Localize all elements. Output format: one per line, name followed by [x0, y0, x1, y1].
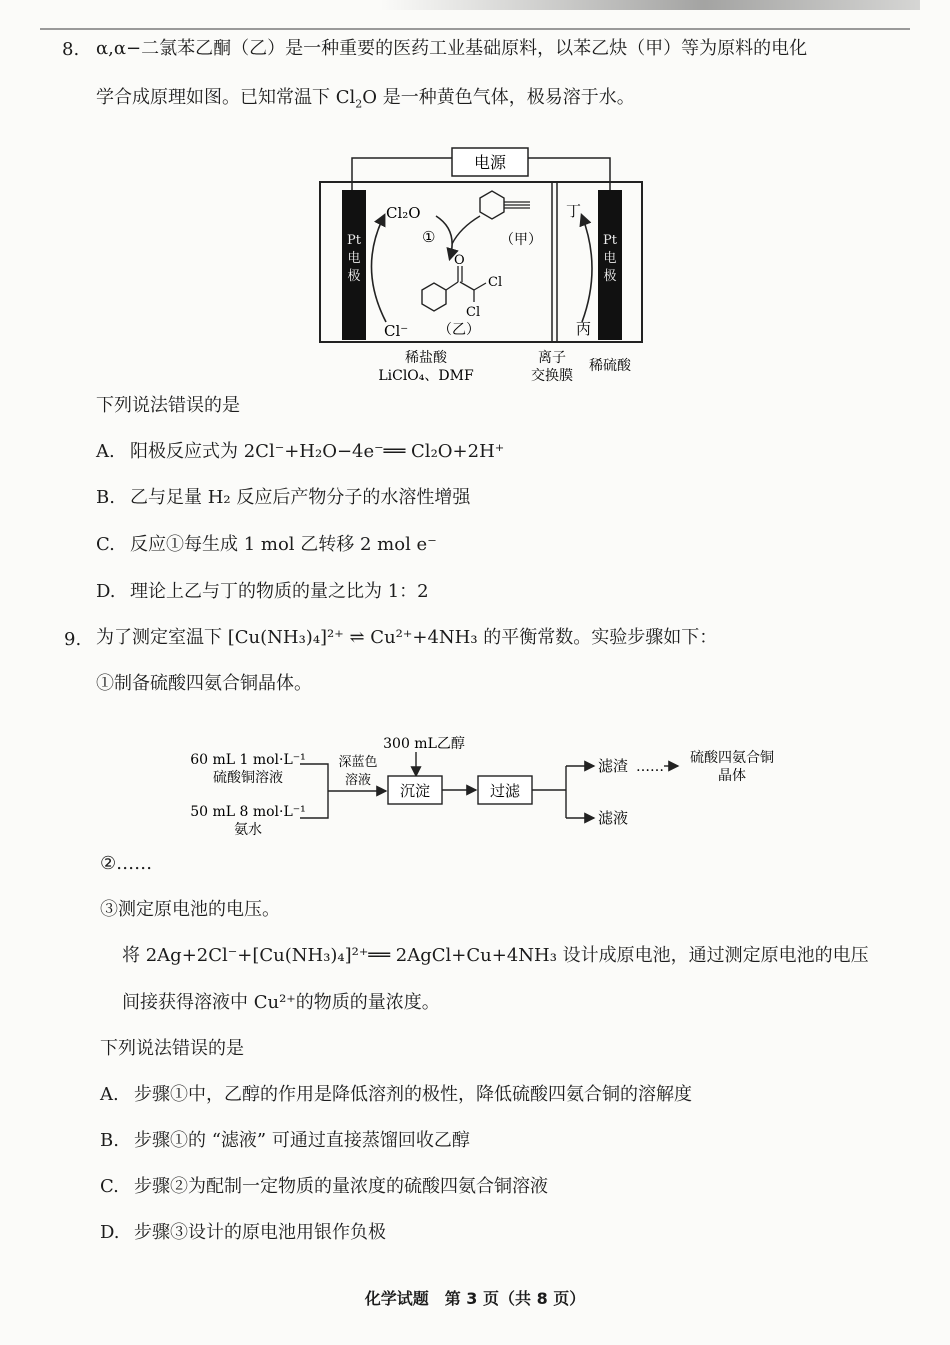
- page-footer: 化学试题 第 3 页（共 8 页）: [364, 1289, 586, 1308]
- q9-option-a: [100, 1083, 692, 1107]
- q9-option-c: [100, 1175, 548, 1199]
- ding-label: 丁: [566, 202, 582, 220]
- o-atom: O: [454, 253, 465, 268]
- left-solution-2: LiClO₄、DMF: [378, 368, 474, 384]
- q8-option-b-text: 乙与足量 H₂ 反应后产物分子的水溶性增强: [130, 487, 471, 508]
- q9-option-c-text: 步骤②为配制一定物质的量浓度的硫酸四氨合铜溶液: [134, 1176, 548, 1197]
- electrolysis-diagram: [300, 140, 680, 390]
- right-solution: 稀硫酸: [589, 358, 631, 374]
- q9-option-c-label: C.: [100, 1176, 119, 1197]
- q9-option-b-text: 步骤①的 “滤液” 可通过直接蒸馏回收乙醇: [134, 1130, 470, 1151]
- q9-step1: ①制备硫酸四氨合铜晶体。: [96, 673, 312, 694]
- q8-option-a-label: A.: [96, 441, 115, 462]
- input2-b: 氨水: [234, 822, 262, 838]
- cl2o-label: Cl₂O: [386, 204, 421, 222]
- q8-stem-line1: α,α−二氯苯乙酮（乙）是一种重要的医药工业基础原料，以苯乙炔（甲）等为原料的电化: [96, 38, 808, 59]
- q8-option-b: [96, 486, 470, 510]
- input1-a: 60 mL 1 mol·L⁻¹: [190, 752, 306, 768]
- q8-option-c: [96, 533, 437, 557]
- q8-stem-line2-b: O 是一种黄色气体，极易溶于水。: [362, 87, 635, 108]
- q8-prompt: 下列说法错误的是: [96, 395, 240, 416]
- electrolytic-cell: [320, 182, 642, 342]
- q9-para-line1: 将 2Ag+2Cl⁻+[Cu(NH₃)₄]²⁺══ 2AgCl+Cu+4NH₃ 设计成原电池，通过测定原电池的电压: [122, 945, 869, 966]
- q9-option-d: [100, 1221, 386, 1245]
- q9-option-d-label: D.: [100, 1222, 120, 1243]
- ethanol-label: 300 mL乙醇: [383, 736, 465, 752]
- q9-option-a-label: A.: [100, 1084, 119, 1105]
- q8-option-c-text: 反应①每生成 1 mol 乙转移 2 mol e⁻: [130, 534, 437, 555]
- cl-minus-label: Cl⁻: [384, 322, 409, 340]
- membrane-label-2: 交换膜: [531, 368, 573, 384]
- right-electrode-ji: 极: [603, 269, 617, 284]
- jia-label: （甲）: [500, 232, 542, 248]
- power-label: 电源: [473, 153, 507, 172]
- q9-option-b-label: B.: [100, 1130, 119, 1151]
- left-electrode-pt: Pt: [347, 233, 361, 248]
- q8-number: 8.: [62, 39, 80, 60]
- product-label-a: 硫酸四氨合铜: [690, 750, 774, 766]
- left-solution-1: 稀盐酸: [405, 350, 447, 366]
- filtration-label: 过滤: [489, 782, 521, 800]
- q9-number: 9.: [64, 629, 82, 650]
- q8-option-c-label: C.: [96, 534, 115, 555]
- q8-stem-line2-sub: 2: [355, 97, 363, 111]
- mid-label-a: 深蓝色: [338, 755, 378, 770]
- mid-label-b: 溶液: [344, 773, 372, 788]
- step-circle-1: ①: [422, 228, 436, 246]
- q9-step2: ②……: [100, 853, 153, 874]
- q8-stem-line2: [96, 86, 635, 117]
- phenylacetylene-ring: [480, 191, 504, 219]
- input2-a: 50 mL 8 mol·L⁻¹: [190, 804, 306, 820]
- left-electrode-dian: 电: [347, 251, 361, 266]
- right-electrode-dian: 电: [603, 251, 617, 266]
- input1-b: 硫酸铜溶液: [213, 770, 283, 786]
- q9-option-d-text: 步骤③设计的原电池用银作负极: [134, 1222, 386, 1243]
- q8-option-d: [96, 580, 429, 604]
- scan-shadow: [380, 0, 920, 10]
- left-electrode-ji: 极: [347, 269, 361, 284]
- top-rule: [40, 28, 910, 30]
- yi-label: （乙）: [438, 322, 480, 338]
- residue-label: 滤渣: [598, 757, 629, 775]
- cl-atom-b: Cl: [466, 305, 481, 320]
- q8-option-d-label: D.: [96, 581, 116, 602]
- q9-stem: 为了测定室温下 [Cu(NH₃)₄]²⁺ ⇌ Cu²⁺+4NH₃ 的平衡常数。实验步骤如下：: [96, 627, 718, 648]
- q8-option-a: [96, 440, 504, 464]
- precipitation-label: 沉淀: [399, 782, 431, 800]
- q8-option-a-text: 阳极反应式为 2Cl⁻+H₂O−4e⁻══ Cl₂O+2H⁺: [130, 441, 505, 462]
- bing-label: 丙: [576, 320, 592, 338]
- right-electrode-pt: Pt: [603, 233, 617, 248]
- q9-option-b: [100, 1129, 470, 1153]
- q9-para-line2: 间接获得溶液中 Cu²⁺的物质的量浓度。: [122, 992, 440, 1013]
- cl-atom-a: Cl: [488, 275, 503, 290]
- q8-stem-line2-a: 学合成原理如图。已知常温下 Cl: [96, 87, 356, 108]
- q9-option-a-text: 步骤①中，乙醇的作用是降低溶剂的极性，降低硫酸四氨合铜的溶解度: [134, 1084, 692, 1105]
- residue-dots: ……: [636, 759, 664, 775]
- preparation-flowchart: [180, 728, 800, 844]
- product-label-b: 晶体: [718, 768, 746, 784]
- filtrate-label: 滤液: [598, 809, 629, 827]
- q9-prompt: 下列说法错误的是: [100, 1038, 244, 1059]
- membrane-label-1: 离子: [538, 350, 566, 366]
- product-ring: [422, 283, 446, 311]
- q8-option-b-label: B.: [96, 487, 115, 508]
- q9-step3: ③测定原电池的电压。: [100, 899, 280, 920]
- q8-option-d-text: 理论上乙与丁的物质的量之比为 1：2: [130, 581, 429, 602]
